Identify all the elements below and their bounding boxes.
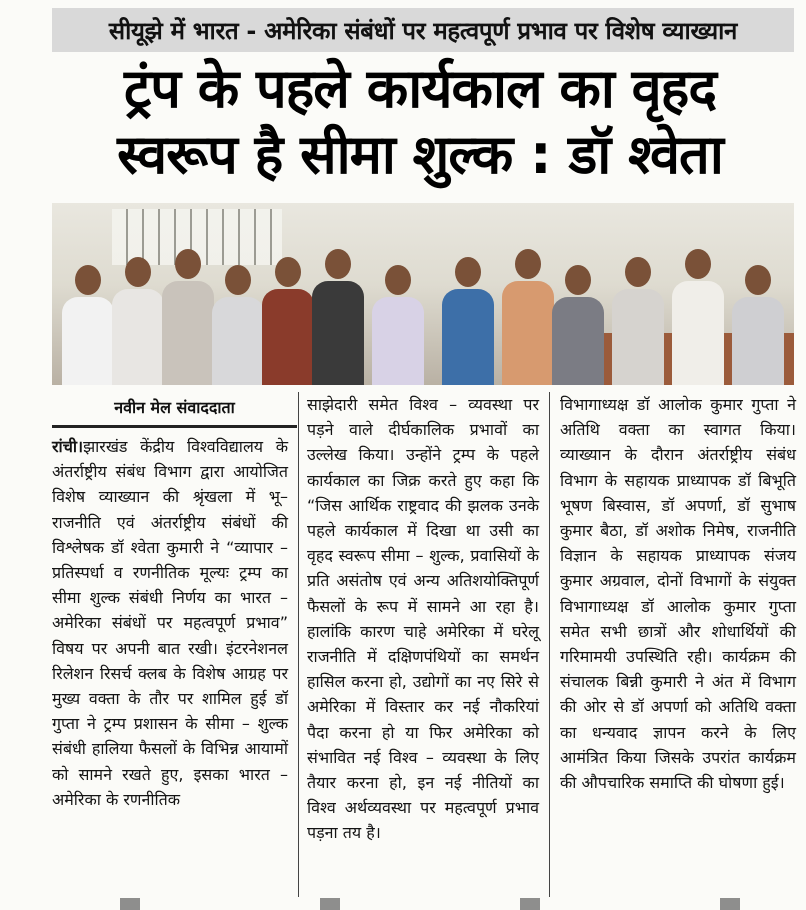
photo-person <box>552 265 604 385</box>
headline-line-1: ट्रंप के पहले कार्यकाल का वृहद <box>124 57 716 120</box>
article-column-1 <box>52 434 288 894</box>
group-photo <box>52 203 794 385</box>
person-body <box>502 281 554 385</box>
headline-line-2: स्वरूप है सीमा शुल्क : डॉ श्वेता <box>117 123 723 186</box>
column-divider <box>298 392 299 897</box>
person-head <box>625 257 651 287</box>
person-head <box>125 257 151 287</box>
next-article-edge <box>0 898 806 910</box>
person-body <box>732 297 784 385</box>
photo-person <box>62 265 114 385</box>
photo-person <box>112 257 164 385</box>
photo-person <box>312 249 364 385</box>
photo-person <box>162 249 214 385</box>
person-head <box>385 265 411 295</box>
photo-person <box>612 257 664 385</box>
person-head <box>75 265 101 295</box>
person-head <box>455 257 481 287</box>
person-body <box>372 297 424 385</box>
byline: नवीन मेल संवाददाता <box>114 398 235 417</box>
person-head <box>515 249 541 279</box>
photo-person <box>262 257 314 385</box>
article-column-2: साझेदारी समेत विश्व – व्यवस्था पर पड़ने वाले दीर्घकालिक प्रभावों का उल्लेख किया। उन्होंने ट्रम्प के पहले कार्यकाल का जिक्र करते हुए कहा कि “जिस आर्थिक राष्ट्रवाद की झलक उनके पहले कार्यकाल में दिखा था उसी का वृहद स्वरूप सीमा – शुल्क, प्रवासियों के प्रति असंतोष एवं अन्य अतिशयोक्तिपूर्ण फैसलों के रूप में सामने आ रहा है। हालांकि कारण चाहे अमेरिका में घरेलू राजनीति में दक्षिणपंथियों का समर्थन हासिल करना हो, उद्योगों का नए सिरे से अमेरिका में विस्तार कर नई नौकरियां पैदा करना हो या फिर अमेरिका को संभावित नई विश्व – व्यवस्था के लिए तैयार करना हो, इन नई नीतियों का विश्व अर्थव्यवस्था पर महत्वपूर्ण प्रभाव पड़ना तय है। <box>307 395 539 843</box>
photo-person <box>442 257 494 385</box>
article-column-3: विभागाध्यक्ष डॉ आलोक कुमार गुप्ता ने अतिथि वक्ता का स्वागत किया। व्याख्यान के दौरान अंतर्राष्ट्रीय संबंध विभाग के सहायक प्राध्यापक डॉ बिभूति भूषण बिस्वास, डॉ अपर्णा, डॉ सुभाष कुमार बैठा, डॉ अशोक निमेष, राजनीति विज्ञान के सहायक प्राध्यापक संजय कुमार अग्रवाल, दोनों विभागों के संयुक्त विभागाध्यक्ष डॉ आलोक कुमार गुप्ता समेत सभी छात्रों और शोधार्थियों की गरिमामयी उपस्थिति रही। कार्यक्रम की संचालक बिन्नी कुमारी ने अंत में विभाग की ओर से डॉ अपर्णा को अतिथि वक्ता का धन्यवाद ज्ञापन करने के लिए आमंत्रित किया जिसके उपरांत कार्यक्रम की औपचारिक समाप्ति की घोषणा हुई। <box>560 395 796 793</box>
person-head <box>745 265 771 295</box>
person-body <box>162 281 214 385</box>
person-head <box>565 265 591 295</box>
person-body <box>442 289 494 385</box>
photo-person <box>372 265 424 385</box>
photo-person <box>212 265 264 385</box>
person-body <box>312 281 364 385</box>
photo-person <box>672 249 724 385</box>
dateline: रांची। <box>52 437 84 456</box>
kicker-banner: सीयूझे में भारत - अमेरिका संबंधों पर महत्वपूर्ण प्रभाव पर विशेष व्याख्यान <box>52 8 794 52</box>
person-head <box>275 257 301 287</box>
person-head <box>225 265 251 295</box>
person-body <box>112 289 164 385</box>
headline <box>40 56 800 188</box>
person-body <box>212 297 264 385</box>
person-head <box>325 249 351 279</box>
byline-rule <box>52 425 297 428</box>
person-body <box>62 297 114 385</box>
article-column-1-text: झारखंड केंद्रीय विश्वविद्यालय के अंतर्राष्ट्रीय संबंध विभाग द्वारा आयोजित विशेष व्याख्यान की श्रृंखला में भू–राजनीति एवं अंतर्राष्ट्रीय संबंधों की विश्लेषक डॉ श्वेता कुमारी ने “व्यापार – प्रतिस्पर्धा व रणनीतिक मूल्यः ट्रम्प का सीमा शुल्क संबंधी निर्णय का भारत – अमेरिका संबंधों पर महत्वपूर्ण प्रभाव” विषय पर अपनी बात रखी। इंटरनेशनल रिलेशन रिसर्च क्लब के विशेष आग्रह पर मुख्य वक्ता के तौर पर शामिल हुई डॉ गुप्ता ने ट्रम्प प्रशासन के सीमा – शुल्क संबंधी हालिया फैसलों के विभिन्न आयामों को सामने रखते हुए, इसका भारत – अमेरिका के रणनीतिक <box>52 437 288 809</box>
photo-person <box>502 249 554 385</box>
column-divider <box>549 392 550 897</box>
person-body <box>552 297 604 385</box>
person-body <box>672 281 724 385</box>
person-head <box>685 249 711 279</box>
photo-person <box>732 265 784 385</box>
person-head <box>175 249 201 279</box>
person-body <box>262 289 314 385</box>
person-body <box>612 289 664 385</box>
